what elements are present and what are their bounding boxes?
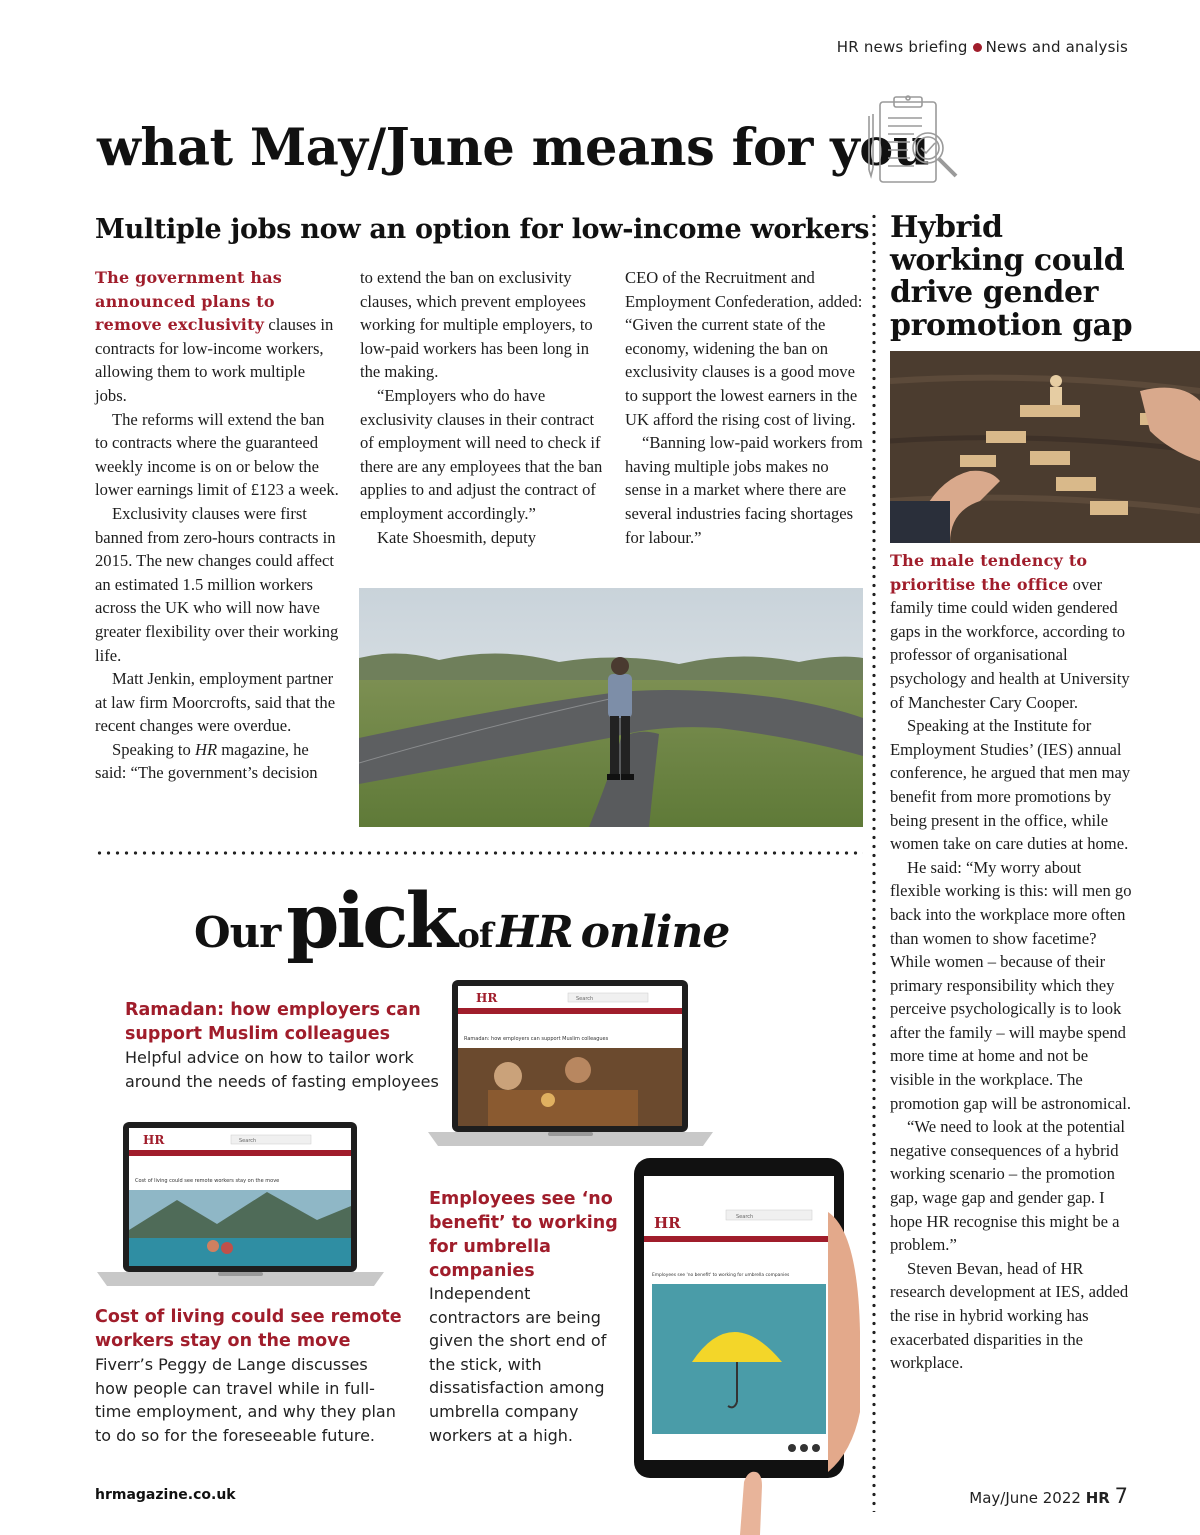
crossroads-photo (359, 588, 863, 827)
magazine-name: HR (194, 739, 218, 759)
body-paragraph: Steven Bevan, head of HR research development at IES, added the rise in hybrid working has exacerbated disparities in the workplace. (890, 1258, 1129, 1373)
body-paragraph: Matt Jenkin, employment partner at law firm Moorcrofts, said that the recent changes were overdue. (95, 669, 336, 736)
footer-brand: HR (1085, 1489, 1110, 1507)
pick-item-cost-of-living-headline[interactable]: Cost of living could see remote workers stay on the move (95, 1307, 402, 1351)
quote-paragraph: “Employers who do have exclusivity clauses in their contract of employment will need to check if there are any employees that the ban applies to and adjust the contract of employment accordingly.” (360, 385, 603, 523)
body-paragraph (95, 738, 340, 785)
quote-paragraph: “We need to look at the potential negative consequences of a hybrid working scenario – the promotion gap, wage gap and gender gap. I hope HR recognise this might be a problem.” (890, 1117, 1125, 1255)
lead-text: The government has announced plans to remove exclusivity (95, 268, 282, 335)
tablet-mockup-umbrella (622, 1152, 866, 1535)
title-word-hr: HR (496, 907, 573, 958)
lead-paragraph (890, 549, 1135, 714)
mockup-brand: HR (654, 1214, 681, 1232)
mockup-brand: HR (143, 1133, 165, 1147)
footer-issue: May/June 2022 (969, 1489, 1081, 1507)
page-title: what May/June means for you (97, 118, 930, 178)
mockup-article-title: Employees see 'no benefit' to working for umbrella companies (652, 1273, 790, 1278)
wooden-steps-illustration (890, 351, 1200, 543)
quote-paragraph: He said: “My worry about flexible working is this: will men go back into the workplace more often than women to show facetime? While women – because of their primary responsibility which they perceive psychologically is to look after the family – will maybe spend more time at home and not be visible in the workplace. The promotion gap will be astronomical. (890, 857, 1132, 1113)
main-article-column-2 (360, 266, 605, 549)
title-word-of: of (457, 916, 493, 956)
wooden-steps-photo (890, 351, 1200, 543)
main-article-headline: Multiple jobs now an option for low-income workers (95, 214, 870, 245)
text-run: Speaking to (112, 739, 195, 759)
body-paragraph: The reforms will extend the ban to contracts where the guaranteed weekly income is on or below the lower earnings limit of £123 a week. (95, 409, 339, 500)
footer-folio (969, 1484, 1128, 1508)
pick-item-cost-of-living-summary: Fiverr’s Peggy de Lange discusses how people can travel while in full-time employment, and why they plan to do so for the foreseeable future. (95, 1355, 396, 1445)
main-article-column-3 (625, 266, 865, 549)
pick-item-ramadan-headline[interactable]: Ramadan: how employers can support Muslim colleagues (125, 1000, 421, 1044)
pick-item-umbrella-summary: Independent contractors are being given the short end of the stick, with dissatisfaction among umbrella company workers at a high. (429, 1284, 607, 1445)
mockup-search: Search (736, 1214, 754, 1220)
mockup-brand: HR (476, 991, 498, 1005)
sidebar-headline: Hybrid working could drive gender promotion gap (890, 210, 1133, 343)
lead-text: The male tendency to prioritise the office (890, 551, 1088, 594)
bullet-dot-icon (973, 43, 982, 52)
section-label: HR news briefing (836, 38, 968, 56)
horizontal-dotted-divider (95, 850, 863, 856)
title-word-our: Our (194, 908, 281, 957)
title-word-pick: pick (286, 876, 456, 965)
sidebar-article-body (890, 549, 1135, 1375)
laptop-mockup-cost-of-living (97, 1120, 384, 1290)
footer-website[interactable]: hrmagazine.co.uk (95, 1487, 236, 1503)
page-number: 7 (1114, 1484, 1128, 1508)
body-paragraph: Kate Shoesmith, deputy (377, 527, 537, 547)
mockup-article-title: Ramadan: how employers can support Muslim colleagues (464, 1036, 609, 1042)
subsection-label: News and analysis (985, 38, 1128, 56)
vertical-dotted-divider (871, 212, 877, 1512)
body-paragraph: CEO of the Recruitment and Employment Confederation, added: “Given the current state of the economy, widening the ban on exclusivity clauses is a good move to support the lowest earners in the UK afford the rising cost of living. (625, 268, 863, 429)
body-paragraph: Exclusivity clauses were first banned from zero-hours contracts in 2015. The new changes could affect an estimated 1.5 million workers across the UK who will now have greater flexibility over their working life. (95, 503, 339, 665)
mockup-search: Search (576, 996, 594, 1002)
body-paragraph: to extend the ban on exclusivity clauses, which prevent employees working for multiple employers, to low-paid workers has been long in the making. (360, 268, 593, 382)
main-article-column-1 (95, 266, 340, 785)
pick-section-title (194, 876, 729, 965)
lead-rest: over family time could widen gendered gaps in the workforce, according to professor of organisational psychology and health at University of Manchester Cary Cooper. (890, 574, 1130, 712)
text-run: magazine, he said: “The government’s decision (95, 739, 318, 783)
pick-item-ramadan-summary: Helpful advice on how to tailor work around the needs of fasting employees (125, 1048, 439, 1091)
lead-paragraph (95, 266, 340, 408)
mockup-article-title: Cost of living could see remote workers stay on the move (135, 1178, 280, 1184)
body-paragraph: Speaking at the Institute for Employment Studies’ (IES) annual conference, he argued that men may benefit from more promotions by being present in the office, while women take on care duties at home. (890, 716, 1131, 854)
clipboard-search-icon (866, 94, 964, 186)
mockup-search: Search (239, 1138, 257, 1144)
running-head (837, 38, 1128, 56)
crossroads-illustration (359, 588, 863, 827)
pick-item-umbrella-headline[interactable]: Employees see ‘no benefit’ to working for umbrella companies (429, 1189, 618, 1281)
laptop-mockup-ramadan (428, 978, 713, 1150)
lead-rest: clauses in contracts for low-income workers, allowing them to work multiple jobs. (95, 315, 334, 405)
title-word-online: online (580, 907, 730, 958)
quote-paragraph: “Banning low-paid workers from having multiple jobs makes no sense in a market where there are several industries facing shortages for labour.” (625, 433, 863, 547)
